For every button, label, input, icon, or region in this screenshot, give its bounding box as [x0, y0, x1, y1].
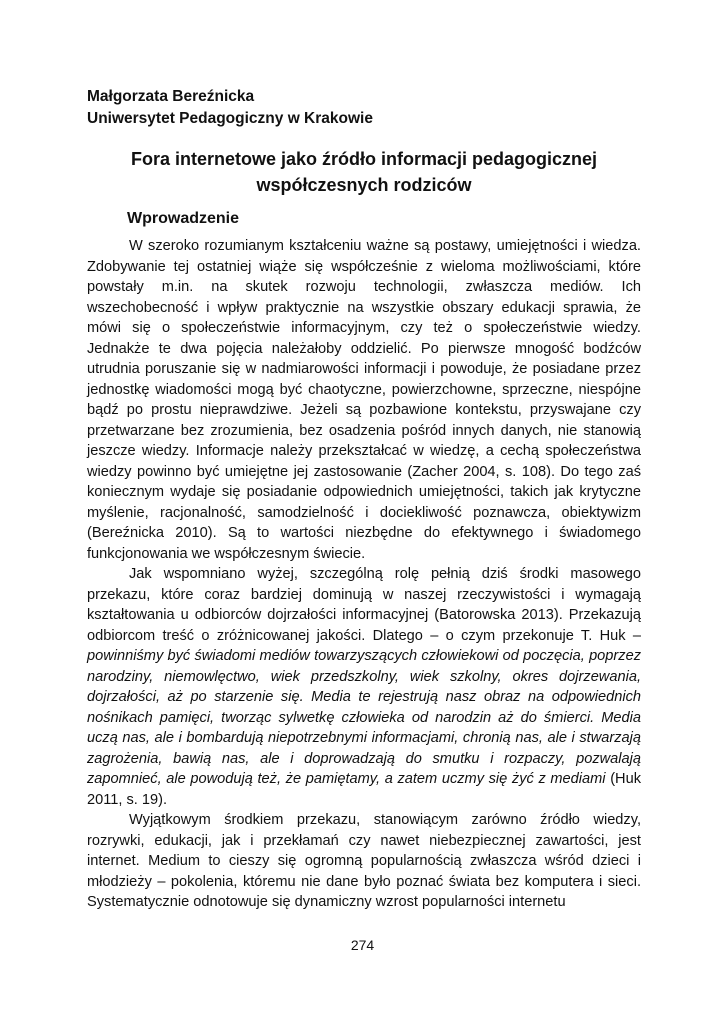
citation: (Huk 2011, s. 19). — [87, 771, 641, 808]
author-name: Małgorzata Bereźnicka — [87, 88, 255, 105]
page-body — [87, 86, 641, 913]
paragraph — [87, 236, 641, 564]
section-heading: Wprowadzenie — [127, 210, 240, 227]
author-affiliation: Uniwersytet Pedagogiczny w Krakowie — [87, 110, 373, 127]
page-number: 274 — [350, 937, 375, 953]
paragraph — [87, 564, 641, 810]
paragraph-text: W szeroko rozumianym kształceniu ważne są postawy, umiejętności i wiedza. Zdobywanie tej ostatniej wiąże się współcześnie z wieloma możliwościami, które powstały m.in. na skutek rozwoju technologii, zwłaszcza mediów. Ich wszechobecność i wpływ praktycznie na wszystkie obszary edukacji sprawia, że mówi się o społeczeństwie informacyjnym, czy też o społeczeństwie wiedzy. Jednakże te dwa pojęcia należałoby oddzielić. Po pierwsze mnogość bodźców utrudnia poruszanie się w nadmiarowości informacji i powoduje, że posiadane przez jednostkę wiadomości mogą być chaotyczne, powierzchowne, sprzeczne, niespójne bądź po prostu nieprawdziwe. Jeżeli są pozbawione kontekstu, przyswajane czy przetwarzane bez zrozumienia, bez osadzenia pośród innych danych, nie stanowią jeszcze wiedzy. Informacje należy przekształcać w wiedzę, a cechą społeczeństwa wiedzy powinno być umiejętne jej zastosowanie (Zacher 2004, s. 108). Do tego zaś koniecznym wydaje się posiadanie odpowiednich umiejętności, takich jak krytyczne myślenie, racjonalność, samodzielność i dociekliwość poznawcza, obiektywizm (Bereźnicka 2010). Są to wartości niezbędne do efektywnego i świadomego funkcjonowania we współczesnym świecie. — [87, 238, 641, 562]
paragraph-text: Jak wspomniano wyżej, szczególną rolę pełnią dziś środki masowego przekazu, które coraz bardziej dominują w naszej rzeczywistości i wymagają kształtowania u odbiorców dojrzałości informacyjnej (Batorowska 2013). Przekazują odbiorcom treść o zróżnicowanej jakości. Dlatego – o czym przekonuje T. Huk – — [87, 566, 641, 644]
paper-title: Fora internetowe jako źródło informacji pedagogicznej współczesnych rodziców — [130, 149, 598, 195]
quotation: powinniśmy być świadomi mediów towarzyszących człowiekowi od poczęcia, poprzez narodziny, niemowlęctwo, wiek przedszkolny, wiek szkolny, okres dojrzewania, dojrzałości, aż po starzenie się. Media te rejestrują nasz obraz na odpowiednich nośnikach pamięci, tworząc sylwetkę człowieka od narodzin aż do śmierci. Media uczą nas, ale i bombardują niepotrzebnymi informacjami, chronią nas, ale i stwarzają zagrożenia, bawią nas, ale i doprowadzają do smutku i rozpaczy, pozwalają zapomnieć, ale powodują też, że pamiętamy, a zatem uczmy się żyć z mediami — [87, 648, 641, 787]
paragraph — [87, 810, 641, 913]
paragraph-text: Wyjątkowym środkiem przekazu, stanowiącym zarówno źródło wiedzy, rozrywki, edukacji, jak i przekłamań czy nawet niebezpiecznej zawartości, jest internet. Medium to cieszy się ogromną popularnością zwłaszcza wśród dzieci i młodzieży – pokolenia, któremu nie dane było poznać świata bez komputera i sieci. Systematycznie odnotowuje się dynamiczny wzrost popularności internetu — [87, 812, 641, 910]
